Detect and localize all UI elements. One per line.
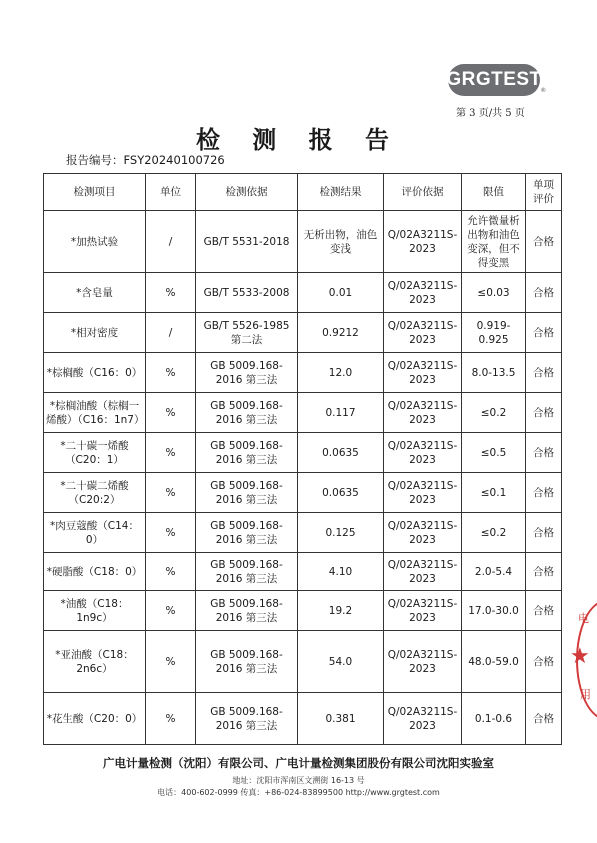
row-unit: % [146, 553, 196, 591]
row-eval: Q/02A3211S-2023 [384, 473, 462, 513]
row-item: *油酸（C18：1n9c） [44, 591, 146, 631]
row-verdict: 合格 [526, 513, 562, 553]
grgtest-logo [446, 64, 546, 96]
row-result: 0.117 [298, 393, 384, 433]
page-title: 检 测 报 告 [195, 125, 402, 154]
registered-mark-icon: ® [541, 88, 546, 94]
row-limit: 8.0-13.5 [462, 353, 526, 393]
test-results-table [43, 173, 562, 745]
row-basis: GB 5009.168-2016 第三法 [196, 433, 298, 473]
row-item: *肉豆蔻酸（C14：0） [44, 513, 146, 553]
col-header-verdict: 单项评价 [526, 174, 562, 211]
row-limit: 允许微量析出物和油色变深，但不得变黑 [462, 211, 526, 273]
row-basis: GB/T 5526-1985 第二法 [196, 313, 298, 353]
col-header-eval: 评价依据 [384, 174, 462, 211]
row-result: 无析出物，油色变浅 [298, 211, 384, 273]
table-row [44, 513, 562, 553]
row-eval: Q/02A3211S-2023 [384, 591, 462, 631]
row-verdict: 合格 [526, 313, 562, 353]
row-unit: / [146, 313, 196, 353]
row-basis: GB 5009.168-2016 第三法 [196, 631, 298, 693]
star-icon: ★ [570, 644, 590, 669]
row-item: *含皂量 [44, 273, 146, 313]
row-unit: % [146, 693, 196, 745]
footer-address: 地址：沈阳市浑南区文溯街 16-13 号 [232, 776, 365, 785]
row-item: *二十碳二烯酸（C20:2） [44, 473, 146, 513]
row-eval: Q/02A3211S-2023 [384, 553, 462, 591]
row-limit: ≤0.2 [462, 513, 526, 553]
row-item: *硬脂酸（C18：0） [44, 553, 146, 591]
row-verdict: 合格 [526, 273, 562, 313]
row-eval: Q/02A3211S-2023 [384, 393, 462, 433]
table-row [44, 393, 562, 433]
table-header-row [44, 174, 562, 211]
row-verdict: 合格 [526, 473, 562, 513]
row-result: 19.2 [298, 591, 384, 631]
table-row [44, 313, 562, 353]
row-basis: GB 5009.168-2016 第三法 [196, 693, 298, 745]
row-basis: GB 5009.168-2016 第三法 [196, 513, 298, 553]
row-limit: ≤0.03 [462, 273, 526, 313]
row-limit: 48.0-59.0 [462, 631, 526, 693]
row-limit: 0.1-0.6 [462, 693, 526, 745]
row-item: *二十碳一烯酸（C20：1） [44, 433, 146, 473]
row-item: *棕榈油酸（棕榈一烯酸）（C16：1n7） [44, 393, 146, 433]
logo-text: GRGTEST [446, 69, 542, 90]
row-basis: GB/T 5531-2018 [196, 211, 298, 273]
row-limit: 17.0-30.0 [462, 591, 526, 631]
row-verdict: 合格 [526, 553, 562, 591]
row-result: 0.9212 [298, 313, 384, 353]
official-stamp [568, 600, 597, 720]
table-row [44, 631, 562, 693]
row-verdict: 合格 [526, 631, 562, 693]
table-row [44, 553, 562, 591]
row-verdict: 合格 [526, 211, 562, 273]
row-unit: % [146, 353, 196, 393]
stamp-char: 用 [580, 688, 591, 701]
page-info: 第 3 页/共 5 页 [456, 108, 525, 119]
row-eval: Q/02A3211S-2023 [384, 211, 462, 273]
row-limit: 2.0-5.4 [462, 553, 526, 591]
row-eval: Q/02A3211S-2023 [384, 693, 462, 745]
row-eval: Q/02A3211S-2023 [384, 513, 462, 553]
row-basis: GB 5009.168-2016 第三法 [196, 353, 298, 393]
table-row [44, 693, 562, 745]
row-unit: % [146, 273, 196, 313]
row-item: *加热试验 [44, 211, 146, 273]
row-verdict: 合格 [526, 693, 562, 745]
table-row [44, 273, 562, 313]
row-unit: % [146, 393, 196, 433]
table-row [44, 433, 562, 473]
col-header-result: 检测结果 [298, 174, 384, 211]
row-limit: 0.919-0.925 [462, 313, 526, 353]
row-result: 12.0 [298, 353, 384, 393]
row-result: 0.125 [298, 513, 384, 553]
row-limit: ≤0.2 [462, 393, 526, 433]
row-result: 0.0635 [298, 473, 384, 513]
row-verdict: 合格 [526, 393, 562, 433]
row-item: *相对密度 [44, 313, 146, 353]
row-unit: / [146, 211, 196, 273]
row-verdict: 合格 [526, 353, 562, 393]
row-basis: GB 5009.168-2016 第三法 [196, 393, 298, 433]
row-eval: Q/02A3211S-2023 [384, 313, 462, 353]
row-basis: GB 5009.168-2016 第三法 [196, 553, 298, 591]
row-result: 0.0635 [298, 433, 384, 473]
row-basis: GB 5009.168-2016 第三法 [196, 591, 298, 631]
row-verdict: 合格 [526, 591, 562, 631]
row-result: 0.01 [298, 273, 384, 313]
row-item: *花生酸（C20：0） [44, 693, 146, 745]
row-result: 4.10 [298, 553, 384, 591]
row-unit: % [146, 473, 196, 513]
row-eval: Q/02A3211S-2023 [384, 433, 462, 473]
col-header-basis: 检测依据 [196, 174, 298, 211]
row-eval: Q/02A3211S-2023 [384, 273, 462, 313]
row-limit: ≤0.1 [462, 473, 526, 513]
row-item: *亚油酸（C18：2n6c） [44, 631, 146, 693]
row-basis: GB/T 5533-2008 [196, 273, 298, 313]
row-unit: % [146, 591, 196, 631]
table-row [44, 211, 562, 273]
row-result: 0.381 [298, 693, 384, 745]
col-header-limit: 限值 [462, 174, 526, 211]
row-unit: % [146, 433, 196, 473]
table-row [44, 353, 562, 393]
footer-company: 广电计量检测（沈阳）有限公司、广电计量检测集团股份有限公司沈阳实验室 [103, 756, 494, 770]
row-basis: GB 5009.168-2016 第三法 [196, 473, 298, 513]
footer-contact: 电话：400-602-0999 传真：+86-024-83899500 http://www.grgtest.com [157, 788, 440, 797]
row-unit: % [146, 631, 196, 693]
col-header-item: 检测项目 [44, 174, 146, 211]
table-row [44, 473, 562, 513]
table-row [44, 591, 562, 631]
row-unit: % [146, 513, 196, 553]
row-eval: Q/02A3211S-2023 [384, 353, 462, 393]
row-eval: Q/02A3211S-2023 [384, 631, 462, 693]
row-item: *棕榈酸（C16：0） [44, 353, 146, 393]
report-number: 报告编号：FSY20240100726 [66, 153, 225, 167]
row-result: 54.0 [298, 631, 384, 693]
col-header-unit: 单位 [146, 174, 196, 211]
row-limit: ≤0.5 [462, 433, 526, 473]
row-verdict: 合格 [526, 433, 562, 473]
stamp-char: 电 [578, 612, 589, 625]
